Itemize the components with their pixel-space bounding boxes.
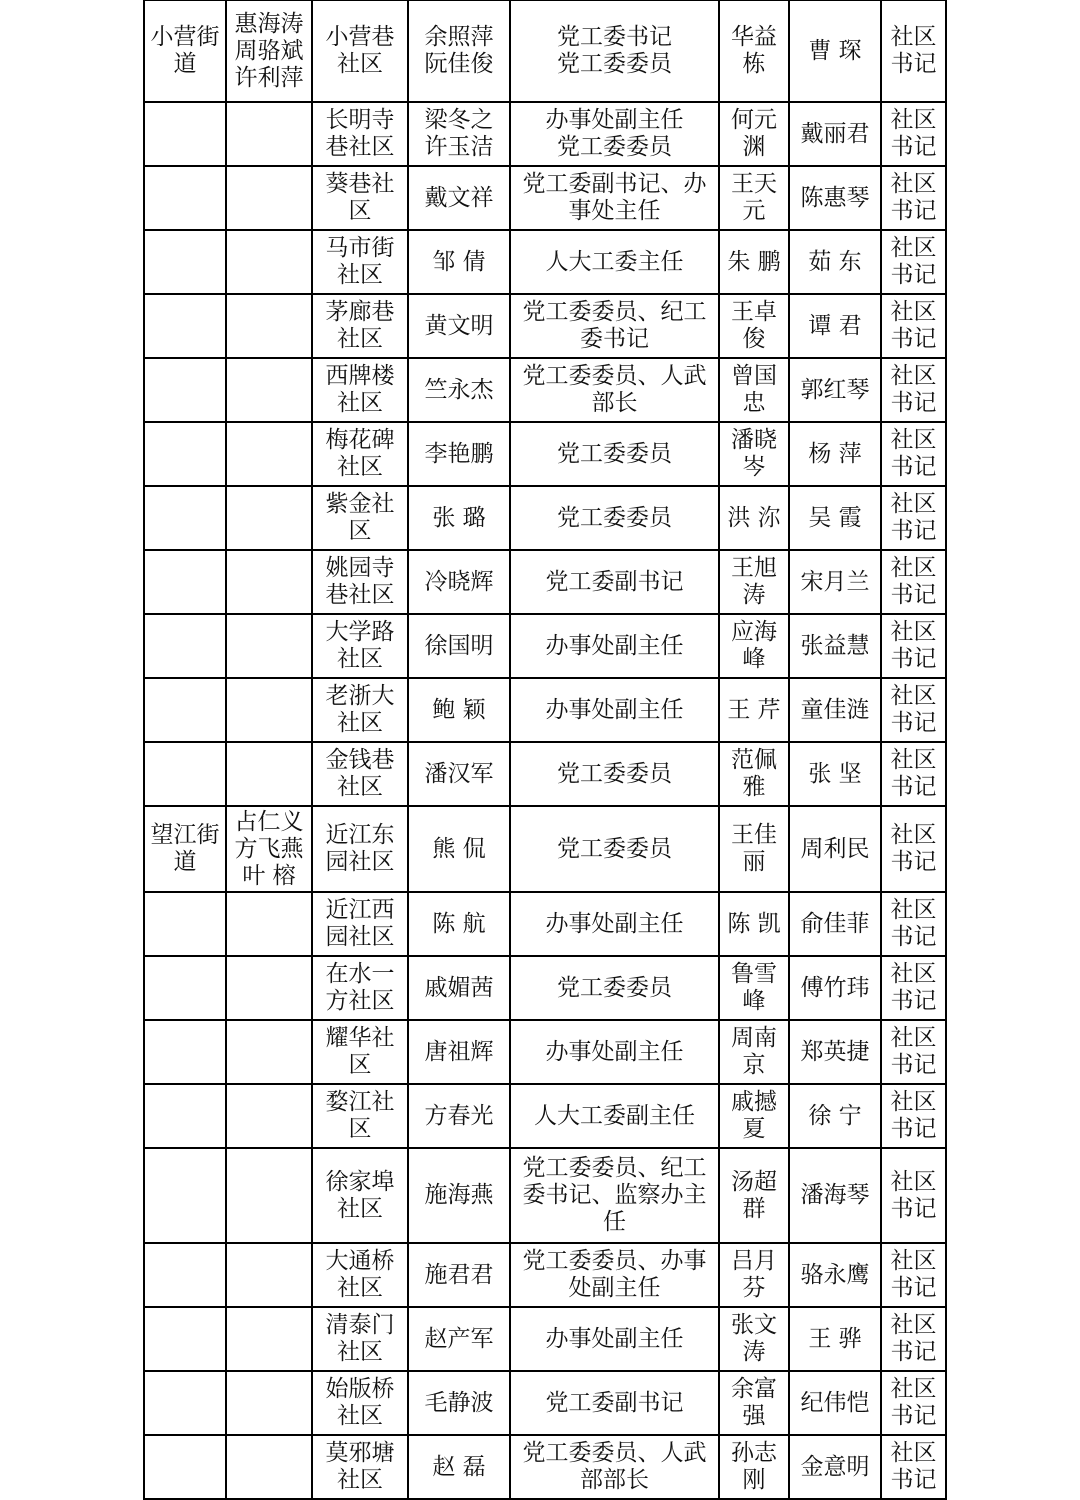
table-row [144, 956, 946, 1020]
table-row [144, 806, 946, 892]
instructor-cell: 范佩 雅 [719, 742, 789, 806]
street-cell [144, 1148, 226, 1243]
position-cell: 党工委副书记 [510, 550, 719, 614]
instructor-cell: 王佳 丽 [719, 806, 789, 892]
role-cell: 社区 书记 [881, 102, 946, 166]
role-cell: 社区 书记 [881, 0, 946, 102]
instructor-cell: 吕月 芬 [719, 1243, 789, 1307]
role-cell: 社区 书记 [881, 1243, 946, 1307]
table-row [144, 892, 946, 956]
position-cell: 办事处副主任 [510, 892, 719, 956]
contact-cell: 唐祖辉 [408, 1020, 510, 1084]
table-row [144, 1307, 946, 1371]
secretary-cell: 郭红琴 [789, 358, 881, 422]
secretary-cell: 杨 萍 [789, 422, 881, 486]
table-body [144, 0, 946, 1499]
street-cell [144, 102, 226, 166]
leaders-cell [226, 956, 312, 1020]
community-cell: 近江东 园社区 [312, 806, 408, 892]
position-cell: 人大工委副主任 [510, 1084, 719, 1148]
table-row [144, 742, 946, 806]
leaders-cell [226, 550, 312, 614]
street-cell: 望江街 道 [144, 806, 226, 892]
contact-cell: 陈 航 [408, 892, 510, 956]
instructor-cell: 鲁雪 峰 [719, 956, 789, 1020]
community-cell: 耀华社 区 [312, 1020, 408, 1084]
secretary-cell: 张益慧 [789, 614, 881, 678]
secretary-cell: 陈惠琴 [789, 166, 881, 230]
leaders-cell [226, 1084, 312, 1148]
street-cell [144, 1020, 226, 1084]
position-cell: 党工委委员 [510, 806, 719, 892]
contact-cell: 方春光 [408, 1084, 510, 1148]
position-cell: 党工委委员 [510, 422, 719, 486]
instructor-cell: 王 芹 [719, 678, 789, 742]
role-cell: 社区 书记 [881, 614, 946, 678]
contact-cell: 施君君 [408, 1243, 510, 1307]
position-cell: 党工委委员、纪工 委书记 [510, 294, 719, 358]
role-cell: 社区 书记 [881, 742, 946, 806]
contact-cell: 余照萍 阮佳俊 [408, 0, 510, 102]
leaders-cell: 惠海涛 周骆斌 许利萍 [226, 0, 312, 102]
contact-cell: 黄文明 [408, 294, 510, 358]
leaders-cell [226, 422, 312, 486]
street-cell: 小营街道 [144, 0, 226, 102]
contact-cell: 戴文祥 [408, 166, 510, 230]
street-cell [144, 1243, 226, 1307]
secretary-cell: 童佳涟 [789, 678, 881, 742]
instructor-cell: 曾国 忠 [719, 358, 789, 422]
community-cell: 葵巷社 区 [312, 166, 408, 230]
street-cell [144, 294, 226, 358]
community-cell: 清泰门 社区 [312, 1307, 408, 1371]
community-cell: 大学路 社区 [312, 614, 408, 678]
leaders-cell [226, 166, 312, 230]
position-cell: 办事处副主任 [510, 614, 719, 678]
leaders-cell [226, 102, 312, 166]
community-cell: 老浙大 社区 [312, 678, 408, 742]
table-row [144, 550, 946, 614]
table-row [144, 1435, 946, 1499]
contact-cell: 冷晓辉 [408, 550, 510, 614]
community-contact-table [143, 0, 947, 1500]
street-cell [144, 678, 226, 742]
table-row [144, 678, 946, 742]
role-cell: 社区 书记 [881, 550, 946, 614]
instructor-cell: 戚撼 夏 [719, 1084, 789, 1148]
community-cell: 在水一 方社区 [312, 956, 408, 1020]
role-cell: 社区 书记 [881, 1020, 946, 1084]
table-row [144, 1371, 946, 1435]
leaders-cell [226, 1307, 312, 1371]
position-cell: 党工委委员、办事 处副主任 [510, 1243, 719, 1307]
instructor-cell: 王天 元 [719, 166, 789, 230]
instructor-cell: 陈 凯 [719, 892, 789, 956]
community-cell: 始版桥 社区 [312, 1371, 408, 1435]
street-cell [144, 1307, 226, 1371]
contact-cell: 邹 倩 [408, 230, 510, 294]
secretary-cell: 郑英捷 [789, 1020, 881, 1084]
secretary-cell: 茹 东 [789, 230, 881, 294]
community-cell: 西牌楼 社区 [312, 358, 408, 422]
leaders-cell [226, 486, 312, 550]
role-cell: 社区 书记 [881, 294, 946, 358]
leaders-cell [226, 614, 312, 678]
leaders-cell [226, 678, 312, 742]
contact-cell: 熊 侃 [408, 806, 510, 892]
street-cell [144, 1435, 226, 1499]
leaders-cell [226, 1020, 312, 1084]
table-row [144, 486, 946, 550]
role-cell: 社区 书记 [881, 1371, 946, 1435]
table-row [144, 230, 946, 294]
community-cell: 大通桥 社区 [312, 1243, 408, 1307]
leaders-cell [226, 1371, 312, 1435]
contact-cell: 赵 磊 [408, 1435, 510, 1499]
secretary-cell: 徐 宁 [789, 1084, 881, 1148]
role-cell: 社区 书记 [881, 166, 946, 230]
position-cell: 党工委委员 [510, 742, 719, 806]
position-cell: 党工委副书记、办 事处主任 [510, 166, 719, 230]
street-cell [144, 550, 226, 614]
secretary-cell: 谭 君 [789, 294, 881, 358]
position-cell: 党工委委员、人武 部部长 [510, 1435, 719, 1499]
instructor-cell: 何元 渊 [719, 102, 789, 166]
role-cell: 社区 书记 [881, 1435, 946, 1499]
leaders-cell [226, 1243, 312, 1307]
secretary-cell: 骆永鹰 [789, 1243, 881, 1307]
leaders-cell [226, 294, 312, 358]
instructor-cell: 王卓 俊 [719, 294, 789, 358]
instructor-cell: 王旭 涛 [719, 550, 789, 614]
position-cell: 党工委委员 [510, 486, 719, 550]
community-cell: 紫金社 区 [312, 486, 408, 550]
contact-cell: 竺永杰 [408, 358, 510, 422]
instructor-cell: 余富 强 [719, 1371, 789, 1435]
instructor-cell: 汤超 群 [719, 1148, 789, 1243]
contact-cell: 潘汉军 [408, 742, 510, 806]
role-cell: 社区 书记 [881, 358, 946, 422]
instructor-cell: 孙志 刚 [719, 1435, 789, 1499]
community-cell: 莫邪塘 社区 [312, 1435, 408, 1499]
position-cell: 办事处副主任 [510, 1020, 719, 1084]
table-row [144, 294, 946, 358]
table-row [144, 0, 946, 102]
position-cell: 党工委委员 [510, 956, 719, 1020]
position-cell: 党工委委员、人武 部长 [510, 358, 719, 422]
secretary-cell: 俞佳菲 [789, 892, 881, 956]
leaders-cell [226, 230, 312, 294]
street-cell [144, 486, 226, 550]
table-row [144, 166, 946, 230]
secretary-cell: 张 坚 [789, 742, 881, 806]
leaders-cell [226, 892, 312, 956]
table-row [144, 102, 946, 166]
community-cell: 茅廊巷 社区 [312, 294, 408, 358]
instructor-cell: 应海 峰 [719, 614, 789, 678]
secretary-cell: 周利民 [789, 806, 881, 892]
table-row [144, 1148, 946, 1243]
position-cell: 办事处副主任 党工委委员 [510, 102, 719, 166]
instructor-cell: 华益 栋 [719, 0, 789, 102]
role-cell: 社区 书记 [881, 1148, 946, 1243]
role-cell: 社区 书记 [881, 422, 946, 486]
role-cell: 社区 书记 [881, 806, 946, 892]
street-cell [144, 1371, 226, 1435]
table-row [144, 614, 946, 678]
contact-cell: 毛静波 [408, 1371, 510, 1435]
instructor-cell: 周南 京 [719, 1020, 789, 1084]
contact-cell: 戚媚茜 [408, 956, 510, 1020]
leaders-cell [226, 742, 312, 806]
contact-cell: 梁冬之 许玉洁 [408, 102, 510, 166]
street-cell [144, 358, 226, 422]
street-cell [144, 892, 226, 956]
community-cell: 长明寺 巷社区 [312, 102, 408, 166]
role-cell: 社区 书记 [881, 1084, 946, 1148]
community-cell: 梅花碑 社区 [312, 422, 408, 486]
street-cell [144, 956, 226, 1020]
leaders-cell [226, 358, 312, 422]
secretary-cell: 王 骅 [789, 1307, 881, 1371]
instructor-cell: 朱 鹏 [719, 230, 789, 294]
instructor-cell: 张文 涛 [719, 1307, 789, 1371]
position-cell: 人大工委主任 [510, 230, 719, 294]
position-cell: 办事处副主任 [510, 678, 719, 742]
role-cell: 社区 书记 [881, 892, 946, 956]
role-cell: 社区 书记 [881, 678, 946, 742]
street-cell [144, 742, 226, 806]
role-cell: 社区 书记 [881, 1307, 946, 1371]
leaders-cell: 占仁义 方飞燕 叶 榕 [226, 806, 312, 892]
community-cell: 马市街 社区 [312, 230, 408, 294]
secretary-cell: 吴 霞 [789, 486, 881, 550]
community-cell: 徐家埠 社区 [312, 1148, 408, 1243]
position-cell: 党工委副书记 [510, 1371, 719, 1435]
community-cell: 婺江社 区 [312, 1084, 408, 1148]
community-cell: 近江西 园社区 [312, 892, 408, 956]
secretary-cell: 戴丽君 [789, 102, 881, 166]
secretary-cell: 宋月兰 [789, 550, 881, 614]
role-cell: 社区 书记 [881, 956, 946, 1020]
leaders-cell [226, 1435, 312, 1499]
community-cell: 金钱巷 社区 [312, 742, 408, 806]
secretary-cell: 曹 琛 [789, 0, 881, 102]
secretary-cell: 潘海琴 [789, 1148, 881, 1243]
secretary-cell: 纪伟恺 [789, 1371, 881, 1435]
instructor-cell: 潘晓 岑 [719, 422, 789, 486]
instructor-cell: 洪 沵 [719, 486, 789, 550]
contact-cell: 李艳鹏 [408, 422, 510, 486]
contact-cell: 施海燕 [408, 1148, 510, 1243]
street-cell [144, 614, 226, 678]
position-cell: 党工委书记 党工委委员 [510, 0, 719, 102]
street-cell [144, 166, 226, 230]
table-row [144, 1243, 946, 1307]
position-cell: 办事处副主任 [510, 1307, 719, 1371]
community-cell: 姚园寺 巷社区 [312, 550, 408, 614]
street-cell [144, 422, 226, 486]
role-cell: 社区 书记 [881, 230, 946, 294]
secretary-cell: 傅竹玮 [789, 956, 881, 1020]
role-cell: 社区 书记 [881, 486, 946, 550]
contact-cell: 张 璐 [408, 486, 510, 550]
contact-cell: 赵产军 [408, 1307, 510, 1371]
position-cell: 党工委委员、纪工 委书记、监察办主 任 [510, 1148, 719, 1243]
secretary-cell: 金意明 [789, 1435, 881, 1499]
table-row [144, 358, 946, 422]
community-cell: 小营巷 社区 [312, 0, 408, 102]
leaders-cell [226, 1148, 312, 1243]
table-row [144, 1020, 946, 1084]
table-row [144, 1084, 946, 1148]
contact-cell: 徐国明 [408, 614, 510, 678]
street-cell [144, 1084, 226, 1148]
street-cell [144, 230, 226, 294]
contact-cell: 鲍 颖 [408, 678, 510, 742]
table-row [144, 422, 946, 486]
